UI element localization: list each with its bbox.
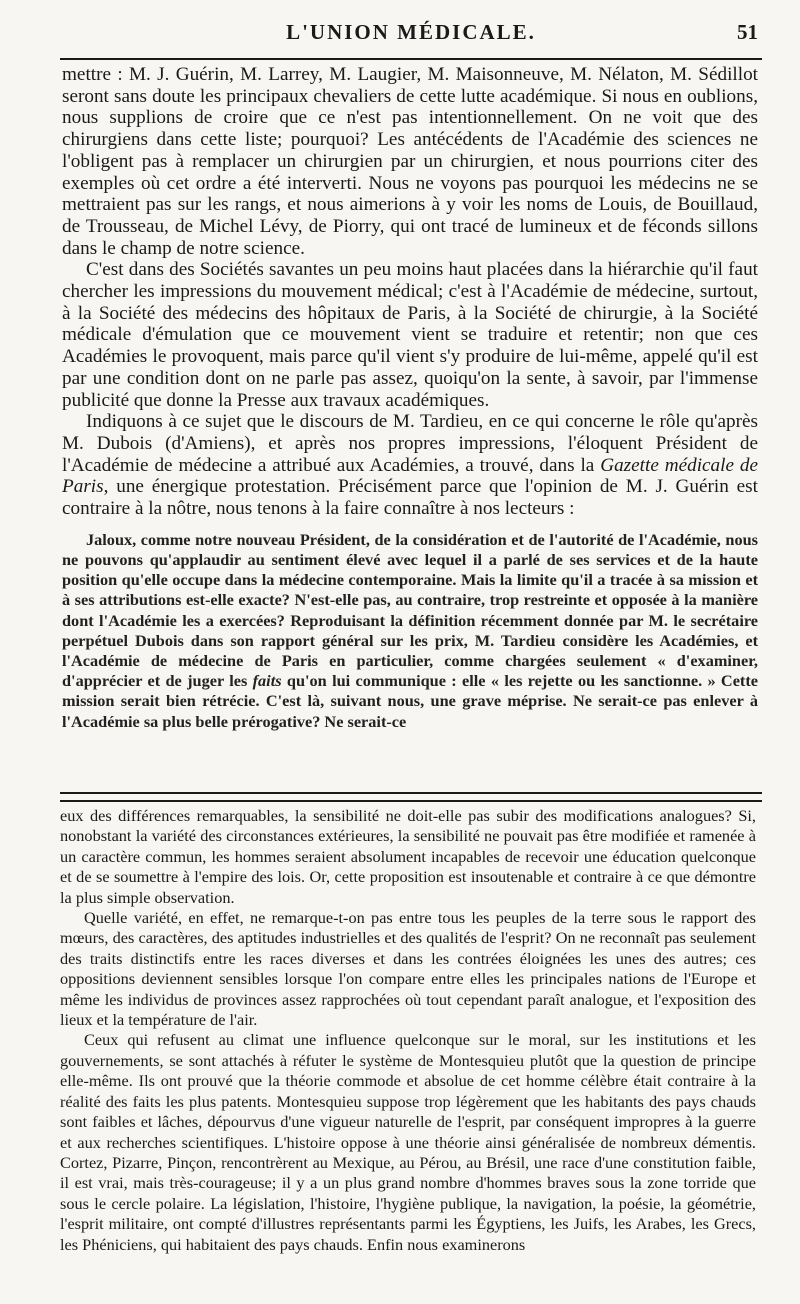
gazette-title: Gazette médicale de Paris [62,454,758,498]
article-paragraph-3-text-b: , une énergique protestation. Précisément parce que l'opinion de M. J. Guérin est contraire à la nôtre, nous tenons à la faire connaître à nos lecteurs : [62,476,758,520]
header-rule [60,58,762,60]
feuilleton-divider [60,792,762,802]
feuilleton-paragraph-2: Quelle variété, en effet, ne remarque-t-on pas entre tous les peuples de la terre sous le rapport des mœurs, des caractères, des aptitudes industrielles et des qualités de l'esprit? On ne reconnaît pas seulement des traits distinctifs entre les races diverses et dans les contrées éloignées les unes des autres; ces oppositions deviennent sensibles lorsque l'on compare entre elles les principales nations de l'Europe et même les individus de provinces assez rapprochées où tout cependant paraît analogue, et l'exposition des lieux et la température de l'air. [60,908,756,1030]
page-number: 51 [737,20,758,44]
quoted-passage [62,530,758,732]
feuilleton-column [60,806,756,1282]
quoted-passage-text-a: Jaloux, comme notre nouveau Président, de la considération et de l'autorité de l'Académie, nous ne pouvons qu'applaudir au sentiment élevé avec lequel il a parlé de ses services et de la haute position qu'elle occupe dans la médecine contemporaine. Mais la limite qu'il a tracée à sa mission et à ses attributions est-elle exacte? N'est-elle pas, au contraire, trop restreinte et opposée à la manière dont l'Académie les a exercées? Reproduisant la définition récemment donnée par M. le secrétaire perpétuel Dubois dans son rapport général sur les prix, M. Tardieu considère les Académies, et l'Académie de médecine de Paris en particulier, comme chargées seulement « d'examiner, d'apprécier et de juger les [62,529,758,691]
feuilleton-paragraph-1: eux des différences remarquables, la sensibilité ne doit-elle pas subir des modifications analogues? Si, nonobstant la variété des circonstances extérieures, la sensibilité ne pouvait pas être modifiée et ramenée à un caractère commun, les hommes seraient absolument incapables de recevoir une éducation quelconque et de se soumettre à l'empire des lois. Or, cette proposition est insoutenable et contraire à ce que démontre la plus simple observation. [60,806,756,907]
article-paragraph-1: mettre : M. J. Guérin, M. Larrey, M. Laugier, M. Maisonneuve, M. Nélaton, M. Sédillot seront sans doute les principaux chevaliers de cette lutte académique. Si nous en oublions, nous supplions de croire que ce n'est pas intentionnellement. On ne voit que des chirurgiens dans cette liste; pourquoi? Les antécédents de l'Académie des sciences ne l'obligent pas à remplacer un chirurgien par un chirurgien, et nous pourrions citer des exemples où cet ordre a été interverti. Nous ne voyons pas pourquoi les médecins ne se mettraient pas sur les rangs, et nous aimerions à y voir les noms de Louis, de Bouillaud, de Trousseau, de Michel Lévy, de Piorry, qui ont tracé de lumineux et de féconds sillons dans le champ de notre science. [62,64,758,259]
running-header [60,16,762,52]
article-column [62,64,758,764]
article-paragraph-3 [62,411,758,520]
article-paragraph-3-text-a: Indiquons à ce sujet que le discours de M. Tardieu, en ce qui concerne le rôle qu'après M. Dubois (d'Amiens), et après nos propres impressions, l'éloquent Président de l'Académie de médecine a attribué aux Académies, a trouvé, dans la [62,411,758,476]
journal-title: L'UNION MÉDICALE. [286,20,536,44]
quoted-passage-text-b: qu'on lui communique : elle « les rejette ou les sanctionne. » Cette mission serait bien rétrécie. C'est là, suivant nous, une grave méprise. Ne serait-ce pas enlever à l'Académie sa plus belle prérogative? Ne serait-ce [62,671,758,731]
feuilleton-paragraph-3: Ceux qui refusent au climat une influence quelconque sur le moral, sur les institutions et les gouvernements, se sont attachés à réfuter le système de Montesquieu plutôt que la question de principe elle-même. Ils ont prouvé que la théorie commode et absolue de cet homme célèbre était contraire à la réalité des faits les plus patents. Montesquieu suppose trop légèrement que les habitants des pays chauds sont faibles et lâches, dépourvus d'une vigueur naturelle de l'esprit, par conséquent impropres à la guerre et aux recherches scientifiques. L'histoire oppose à une théorie ainsi généralisée de nombreux démentis. Cortez, Pizarre, Pinçon, rencontrèrent au Mexique, au Pérou, au Brésil, une race d'une constitution faible, il est vrai, mais très-courageuse; il y a un plus grand nombre d'hommes braves sous la zone torride que sous le cercle polaire. La législation, l'histoire, l'hygiène publique, la navigation, la poésie, la géométrie, l'esprit militaire, ont compté d'illustres représentants parmi les Égyptiens, les Juifs, les Arabes, les Grecs, les Phéniciens, qui habitaient des pays chauds. Enfin nous examinerons [60,1030,756,1254]
article-paragraph-2: C'est dans des Sociétés savantes un peu moins haut placées dans la hiérarchie qu'il faut chercher les impressions du mouvement médical; c'est à l'Académie de médecine, surtout, à la Société des médecins des hôpitaux de Paris, à la Société de chirurgie, à la Société médicale d'émulation que ce mouvement vient se traduire et retentir; non que ces Académies le provoquent, mais parce qu'il vient s'y produire de lui-même, appelé qu'il est par une condition dont on ne parle pas assez, quoiqu'on la sente, à savoir, par l'immense publicité que donne la Presse aux travaux académiques. [62,259,758,411]
faits-word: faits [252,671,282,691]
